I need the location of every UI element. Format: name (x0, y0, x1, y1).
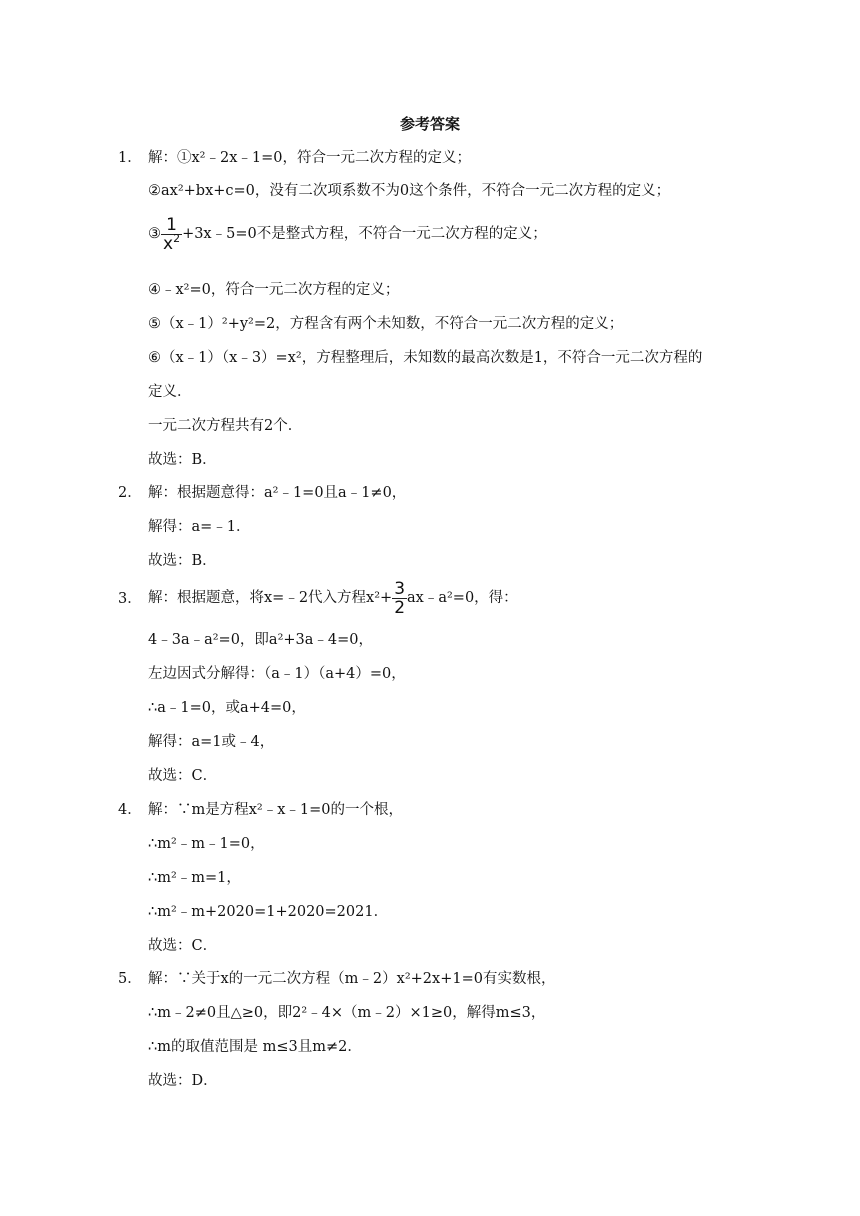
q4-line-2: ∴m²﹣m﹣1=0， (148, 836, 265, 852)
q1-line-2: ②ax²+bx+c=0，没有二次项系数不为0这个条件，不符合一元二次方程的定义； (148, 183, 671, 199)
q3-frac-numerator: 3 (394, 578, 406, 599)
q1-number: 1． (118, 150, 142, 166)
q5-line-1: 解：∵关于x的一元二次方程（m﹣2）x²+2x+1=0有实数根， (148, 971, 556, 987)
q3-line-2: 4﹣3a﹣a²=0，即a²+3a﹣4=0， (148, 632, 374, 648)
q1-line-8: 一元二次方程共有2个． (148, 418, 303, 434)
q5-line-2: ∴m﹣2≠0且△≥0，即2²﹣4×（m﹣2）×1≥0，解得m≤3， (148, 1005, 546, 1021)
q3-line-6: 故选：C． (148, 768, 218, 784)
q2-line-3: 故选：B． (148, 553, 217, 569)
q1-line-7: 定义． (148, 384, 192, 400)
q2-line-1: 解：根据题意得：a²﹣1=0且a﹣1≠0， (148, 485, 407, 501)
q3-line-1 (148, 578, 518, 618)
q1-head: 解： (148, 150, 177, 166)
q3-frac-denominator: 2 (394, 597, 406, 618)
q1-line-9: 故选：B． (148, 452, 217, 468)
q3-line-3: 左边因式分解得：（a﹣1）（a+4）=0， (148, 666, 406, 682)
q1-line-1 (148, 148, 471, 168)
q4-line-1: 解：∵m是方程x²﹣x﹣1=0的一个根， (148, 802, 404, 818)
q4-number: 4． (118, 802, 142, 818)
q3-l1-post: ax﹣a²=0，得： (407, 590, 518, 606)
q5-number: 5． (118, 971, 142, 987)
q2-line-2: 解得：a=﹣1． (148, 519, 251, 535)
q1-line-3 (148, 214, 547, 254)
q1-line-4: ④﹣x²=0，符合一元二次方程的定义； (148, 282, 400, 298)
q1-frac-numerator: 1 (166, 214, 177, 235)
q1-line-6: ⑥（x﹣1）（x﹣3）=x²，方程整理后，未知数的最高次数是1，不符合一元二次方程的 (148, 350, 703, 366)
q3-l1-pre: 解：根据题意，将x=﹣2代入方程x²+ (148, 590, 393, 606)
q1-frac-denominator (161, 231, 182, 254)
q5-line-4: 故选：D． (148, 1073, 218, 1089)
q3-number: 3． (118, 591, 142, 607)
q1-l3-pre: ③ (148, 226, 161, 242)
q1-frac-exponent: 2 (173, 231, 181, 245)
q5-line-3: ∴m的取值范围是 m≤3且m≠2． (148, 1039, 362, 1055)
q1-l3-post: +3x﹣5=0不是整式方程，不符合一元二次方程的定义； (182, 226, 547, 242)
q3-line-5: 解得：a=1或﹣4， (148, 734, 275, 750)
q1-frac-base: x (163, 233, 174, 254)
q4-line-4: ∴m²﹣m+2020=1+2020=2021． (148, 904, 389, 920)
q4-line-5: 故选：C． (148, 938, 218, 954)
q3-line-4: ∴a﹣1=0，或a+4=0， (148, 700, 306, 716)
q1-line-5: ⑤（x﹣1）²+y²=2，方程含有两个未知数，不符合一元二次方程的定义； (148, 316, 624, 332)
q1-fraction (161, 216, 182, 253)
q2-number: 2． (118, 485, 142, 501)
q4-line-3: ∴m²﹣m=1， (148, 870, 241, 886)
q1-l1: ①x²﹣2x﹣1=0，符合一元二次方程的定义； (177, 150, 471, 166)
q3-fraction (392, 580, 407, 617)
page-title: 参考答案 (399, 115, 460, 133)
